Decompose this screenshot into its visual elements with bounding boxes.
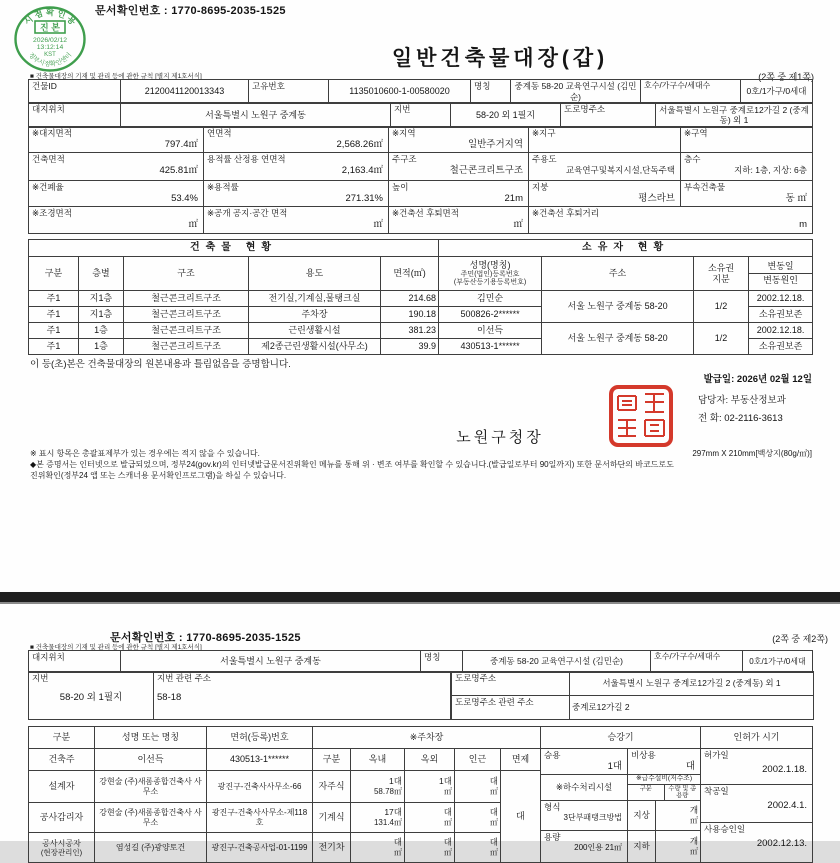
p2-jibun-cell: 지번 58-20 외 1필지: [29, 672, 154, 720]
status-table: [28, 239, 812, 355]
regulation-note-p2: ■ 건축물대장의 기재 및 관리 등에 관한 규칙 [별지 제1호서식]: [30, 644, 202, 651]
page-indicator-p2: (2쪽 중 제2쪽): [772, 634, 828, 644]
sewage-form-cell: 형식 3단부패탱크방법: [541, 800, 628, 830]
metric-cell: ※지역 일반주거지역: [389, 127, 529, 153]
col-header: 층별: [79, 257, 124, 291]
metric-cell: 건축면적 425.81㎡: [29, 153, 204, 181]
elevator-pass-cell: 승용 1대: [541, 749, 628, 774]
parking-out: 대 ㎡: [405, 803, 455, 833]
p2-road-rel-value: 중계로12가길 2: [570, 696, 814, 720]
permit-item: 착공일 2002.4.1.: [701, 785, 812, 823]
col-header: 용도: [249, 257, 381, 291]
site-label: 대지위치: [29, 103, 121, 128]
parking-near: 대 ㎡: [455, 803, 501, 833]
owner-status-title: 소유자 현황: [439, 240, 813, 257]
footnote-line3: 진위확인(정부24 앱 또는 스캐너용 문서확인프로그램)을 하실 수 있습니다.: [30, 470, 287, 480]
p2-detail-table: [28, 726, 812, 863]
person-name: 이선득: [95, 749, 207, 771]
building-status-title: 건축물 현황: [29, 240, 439, 257]
owner-regno: 500826-2******: [439, 307, 542, 323]
p2-jibun-rel-cell: 지번 관련 주소 58-18: [154, 672, 451, 720]
metric-cell: ※용적률 271.31%: [204, 181, 389, 207]
metric-cell: ※지구: [529, 127, 681, 153]
certify-statement: 이 등(초)본은 건축물대장의 원본내용과 틀림없음을 증명합니다.: [30, 359, 291, 370]
units-label: 호수/가구수/세대수: [641, 80, 741, 104]
regulation-note-p1: ■ 건축물대장의 기재 및 관리 등에 관한 규칙 [별지 제1호서식]: [30, 73, 202, 80]
p2-road-label: 도로명주소: [452, 672, 570, 696]
stamp-time: 13:12:14: [36, 44, 64, 51]
metric-cell: ※건축선 후퇴거리 m: [529, 207, 813, 234]
parking-out: 1대 ㎡: [405, 771, 455, 803]
permit-item: 사용승인일 2002.12.13.: [704, 824, 808, 850]
elevator-section: [541, 749, 701, 863]
parking-type: 자주식: [313, 771, 351, 803]
p2-h-elevator: 승강기: [541, 727, 701, 749]
role: 공사시공자 (현장관리인): [29, 833, 95, 863]
unique-no-value: 1135010600-1-00580020: [329, 80, 471, 104]
issuer-title: 노원구청장: [456, 429, 544, 446]
water-under-value: 개 ㎡: [689, 836, 699, 856]
footnote-line2: ◆본 증명서는 인터넷으로 발급되었으며, 정부24(gov.kr)의 인터넷발급문서진위확인 메뉴를 통해 위 · 변조 여부를 확인할 수 있습니다.(발급일로부터 90일까지) 또한 문서하단의 바코드로도: [30, 459, 674, 469]
p2-name-value: 중계동 58-20 교육연구시설 (김민순): [463, 651, 651, 673]
parking-subheader: 구분: [313, 749, 351, 771]
jibun-value: 58-20 외 1필지: [451, 103, 561, 128]
sewage-cap-cell: 용량 200인용 21㎡: [541, 830, 628, 862]
sewage-label: ※하수처리시설: [541, 774, 628, 800]
owner-addr-header: 주소: [542, 257, 694, 291]
road-label: 도로명주소: [561, 103, 656, 128]
issue-date: 발급일: 2026년 02월 12일: [703, 374, 812, 385]
parking-subheader: 인근: [455, 749, 501, 771]
water-ground-label: 지상: [628, 800, 656, 830]
owner-name: 이선득: [439, 323, 542, 339]
role: 설계자: [29, 771, 95, 803]
license-no: 광진구-건축사사무소-제118호: [207, 803, 313, 833]
water-ground-value: 개 ㎡: [656, 800, 700, 830]
metric-cell: ※대지면적 797.4㎡: [29, 127, 204, 153]
water-header: ※급수설비(저수조) 구분 수량 및 총 용량: [628, 774, 700, 800]
footnotes: [30, 449, 812, 481]
p2-units-label: 호수/가구수/세대수: [651, 651, 743, 673]
col-header: 구조: [124, 257, 249, 291]
parking-near: 대 ㎡: [455, 771, 501, 803]
p2-site-row: [28, 650, 812, 673]
parking-out: 대 ㎡: [405, 833, 455, 863]
stamp-date: 2026/02/12: [32, 37, 68, 44]
col-header: 구분: [29, 257, 79, 291]
parking-in: 대 ㎡: [351, 833, 405, 863]
owner-name-header: 성명(명칭) 주민(법인)등록번호 (부동산등기용등록번호): [439, 257, 542, 291]
owner-addr: 서울 노원구 중계동 58-20: [542, 291, 694, 323]
nowon-mayor-seal-icon: [608, 384, 674, 448]
license-no: 광진구-건축공사업-01-1199: [207, 833, 313, 863]
name-label: 명칭: [471, 80, 511, 104]
license-no: 광진구-건축사사무소-66: [207, 771, 313, 803]
metric-cell: ※건축선 후퇴면적 ㎡: [389, 207, 529, 234]
metric-cell: 용적률 산정용 연면적 2,163.4㎡: [204, 153, 389, 181]
officer-name: 담당자: 부동산정보과: [698, 395, 786, 406]
p2-h-permit: 인허가 시기: [701, 727, 813, 749]
metric-cell: 주구조 철근콘크리트구조: [389, 153, 529, 181]
person-name: 염성길 (주)광양토건: [95, 833, 207, 863]
p2-site-value: 서울특별시 노원구 중계동: [121, 651, 421, 673]
officer-phone: 전 화: 02-2116-3613: [698, 413, 783, 424]
metric-cell: ※구역: [681, 127, 813, 153]
metric-cell: 주용도 교육연구및복지시설,단독주택: [529, 153, 681, 181]
p2-road-rel-label: 도로명주소 관련 주소: [452, 696, 570, 720]
p2-h-name: 성명 또는 명칭: [95, 727, 207, 749]
p2-road-value: 서울특별시 노원구 중계로12가길 2 (중계동) 외 1: [570, 672, 814, 696]
metric-cell: ※공개 공지·공간 면적 ㎡: [204, 207, 389, 234]
stamp-ring-top: 시 점 확 인 용: [22, 7, 78, 27]
paper-spec: 297mm X 210mm[백상지(80g/㎡)]: [692, 449, 812, 458]
timestamp-verification-stamp: [13, 5, 87, 78]
page-separator-bar: [0, 592, 840, 604]
metric-cell: 층수 지하: 1층, 지상: 6층: [681, 153, 813, 181]
owner-share: 1/2: [694, 323, 749, 355]
col-header: 면적(㎡): [381, 257, 439, 291]
stamp-tz: KST: [44, 52, 56, 58]
site-value: 서울특별시 노원구 중계동: [121, 103, 391, 128]
stamp-label: 진 본: [40, 22, 60, 33]
location-row-table: [28, 102, 812, 128]
id-row-table: [28, 79, 812, 104]
metric-cell: ※조경면적 ㎡: [29, 207, 204, 234]
green-stamp-icon: [13, 5, 87, 73]
parking-in: 1대 58.78㎡: [351, 771, 405, 803]
elevator-emrg-cell: 비상용 대: [628, 749, 700, 774]
metric-cell: 연면적 2,568.26㎡: [204, 127, 389, 153]
table-row: 주1 1층 철근콘크리트구조 제2종근린생활시설(사무소) 39.9 430513-1****** 소유권보존: [29, 339, 813, 355]
page-indicator-p1: (2쪽 중 제1쪽): [758, 72, 814, 82]
permit-section: [701, 749, 813, 863]
parking-subheader: 옥내: [351, 749, 405, 771]
name-value: 중계동 58-20 교육연구시설 (김민순): [511, 80, 641, 104]
owner-regno: 430513-1******: [439, 339, 542, 355]
parking-subheader: 면제: [501, 749, 541, 771]
p2-h-license: 면허(등록)번호: [207, 727, 313, 749]
metric-cell: 높이 21m: [389, 181, 529, 207]
owner-change-cause: 소유권보존: [749, 307, 813, 323]
footnote-line1: ※ 표시 항목은 총괄표제부가 있는 경우에는 적지 않을 수 있습니다.: [30, 449, 260, 458]
table-row: 주1 1층 철근콘크리트구조 근린생활시설 381.23 이선득 서울 노원구 중계동 58-20 1/2 2002.12.18.: [29, 323, 813, 339]
owner-change-cause: 소유권보존: [749, 339, 813, 355]
official-seal: [608, 384, 674, 453]
owner-change-header: 변동일 변동원인: [749, 257, 813, 291]
table-row: [29, 749, 813, 771]
person-name: 강현술 (주)새롬종합건축사 사무소: [95, 771, 207, 803]
parking-near: 대 ㎡: [455, 833, 501, 863]
metrics-table: [28, 126, 812, 234]
parking-in: 17대 131.4㎡: [351, 803, 405, 833]
owner-share: 1/2: [694, 291, 749, 323]
owner-change-date: 2002.12.18.: [749, 323, 813, 339]
stamp-ring-bottom: 정부시점확인센터: [26, 51, 74, 69]
owner-share-header: 소유권 지분: [694, 257, 749, 291]
metric-cell: 지붕 평스라브: [529, 181, 681, 207]
parking-type: 전기차: [313, 833, 351, 863]
role: 건축주: [29, 749, 95, 771]
jibun-label: 지번: [391, 103, 451, 128]
p2-site-label: 대지위치: [29, 651, 121, 673]
metric-cell: ※건폐율 53.4%: [29, 181, 204, 207]
person-name: 강현술 (주)새롬종합건축사 사무소: [95, 803, 207, 833]
p2-h-parking: ※주차장: [313, 727, 541, 749]
building-id-value: 2120041120013343: [121, 80, 249, 104]
p2-address-band: [28, 671, 812, 720]
license-no: 430513-1******: [207, 749, 313, 771]
owner-name: 김민순: [439, 291, 542, 307]
table-row: 주1 지1층 철근콘크리트구조 전기실,기계실,물탱크실 214.68 김민순 서울 노원구 중계동 58-20 1/2 2002.12.18.: [29, 291, 813, 307]
owner-addr: 서울 노원구 중계동 58-20: [542, 323, 694, 355]
parking-type: 기계식: [313, 803, 351, 833]
p2-units-value: 0호/1가구/0세대: [743, 651, 813, 673]
page-title: 일반건축물대장(갑): [391, 47, 609, 70]
metric-cell: 부속건축물 동 ㎡: [681, 181, 813, 207]
permit-item: 허가일 2002.1.18.: [701, 749, 812, 785]
units-value: 0호/1가구/0세대: [741, 80, 813, 104]
water-under-label: 지하: [628, 830, 656, 862]
parking-exempt: 대: [501, 771, 541, 863]
role: 공사감리자: [29, 803, 95, 833]
road-value: 서울특별시 노원구 중계로12가길 2 (중계동) 외 1: [656, 103, 813, 128]
owner-change-date: 2002.12.18.: [749, 291, 813, 307]
unique-no-label: 고유번호: [249, 80, 329, 104]
table-row: 주1 지1층 철근콘크리트구조 주차장 190.18 500826-2****** 소유권보존: [29, 307, 813, 323]
parking-subheader: 옥외: [405, 749, 455, 771]
doc-confirm-number-p1: 문서확인번호 : 1770-8695-2035-1525: [95, 5, 286, 17]
building-id-label: 건물ID: [29, 80, 121, 104]
doc-confirm-number-p2: 문서확인번호 : 1770-8695-2035-1525: [110, 632, 301, 644]
p2-name-label: 명칭: [421, 651, 463, 673]
p2-h-role: 구분: [29, 727, 95, 749]
